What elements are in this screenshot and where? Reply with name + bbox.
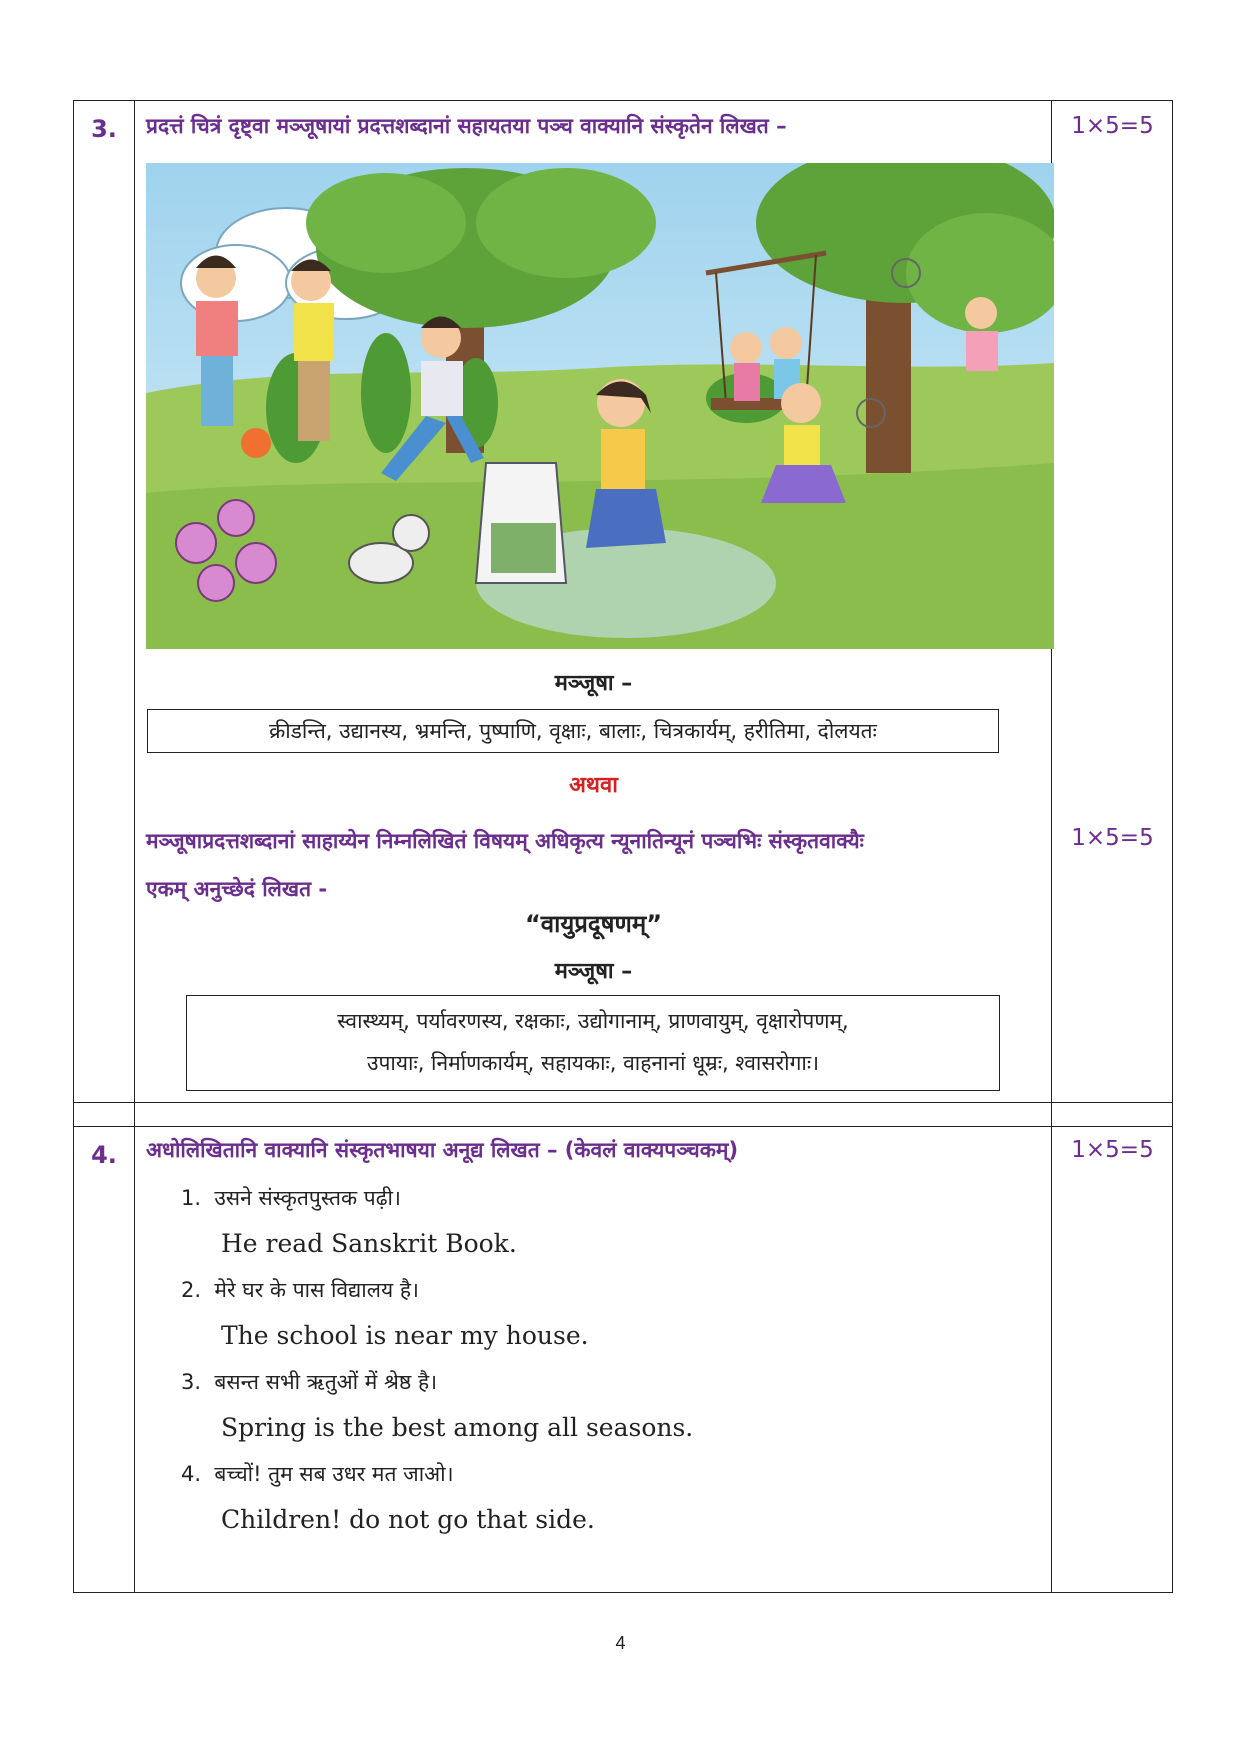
list-item	[181, 1175, 1041, 1267]
manjusha-label: मञ्जूषा –	[554, 671, 633, 696]
alt-manjusha-line-1: स्वास्थ्यम्, पर्यावरणस्य, रक्षकाः, उद्योगानाम्, प्राणवायुम्, वृक्षारोपणम्,	[337, 1009, 849, 1033]
english-sentence: He read Sanskrit Book.	[221, 1229, 517, 1258]
list-item	[181, 1359, 1041, 1451]
alt-instruction-line-2: एकम् अनुच्छेदं लिखत -	[146, 877, 328, 901]
question-4-body	[135, 1127, 1052, 1593]
marks-value: 1×5=5	[1071, 113, 1154, 139]
item-number: 1.	[181, 1186, 202, 1210]
alt-instruction	[146, 817, 1046, 913]
hindi-sentence: मेरे घर के पास विद्यालय है।	[214, 1278, 419, 1302]
marks-column	[1052, 101, 1173, 1103]
alt-manjusha-word-box	[186, 995, 1000, 1091]
hindi-sentence: उसने संस्कृतपुस्तक पढ़ी।	[214, 1186, 401, 1210]
spacer-cell	[135, 1103, 1052, 1127]
page-number: 4	[615, 1633, 626, 1653]
spacer-cell	[74, 1103, 135, 1127]
park-illustration	[146, 163, 1054, 649]
question-instruction: अधोलिखितानि वाक्यानि संस्कृतभाषया अनूद्य लिखत – (केवलं वाक्यपञ्चकम्)	[146, 1138, 739, 1162]
spacer-cell	[1052, 1103, 1173, 1127]
alt-instruction-line-1: मञ्जूषाप्रदत्तशब्दानां साहाय्येन निम्नलिखितं विषयम् अधिकृत्य न्यूनातिन्यूनं पञ्चभिः संस्कृतवाक्यैः	[146, 829, 864, 853]
translation-list	[181, 1175, 1041, 1543]
essay-topic: “वायुप्रदूषणम्”	[524, 910, 662, 938]
item-number: 2.	[181, 1278, 202, 1302]
alt-manjusha-label: मञ्जूषा –	[554, 959, 633, 984]
question-number: 4.	[74, 1127, 135, 1593]
question-3-table	[73, 100, 1173, 1127]
question-number: 3.	[74, 101, 135, 1103]
item-number: 4.	[181, 1462, 202, 1486]
list-item	[181, 1267, 1041, 1359]
hindi-sentence: बसन्त सभी ऋतुओं में श्रेष्ठ है।	[214, 1370, 438, 1394]
hindi-sentence: बच्चों! तुम सब उधर मत जाओ।	[214, 1462, 454, 1486]
question-4-table	[73, 1126, 1173, 1593]
item-number: 3.	[181, 1370, 202, 1394]
manjusha-word-box: क्रीडन्ति, उद्यानस्य, भ्रमन्ति, पुष्पाणि, वृक्षाः, बालाः, चित्रकार्यम्, हरीतिमा, दोलयतः	[147, 709, 999, 753]
english-sentence: Children! do not go that side.	[221, 1505, 595, 1534]
or-label: अथवा	[569, 773, 618, 798]
alt-manjusha-line-2: उपायाः, निर्माणकार्यम्, सहायकाः, वाहनानां धूम्रः, श्वासरोगाः।	[366, 1051, 820, 1075]
english-sentence: Spring is the best among all seasons.	[221, 1413, 694, 1442]
alt-marks-value: 1×5=5	[1071, 825, 1154, 851]
marks-value: 1×5=5	[1071, 1137, 1154, 1163]
list-item	[181, 1451, 1041, 1543]
question-instruction: प्रदत्तं चित्रं दृष्ट्वा मञ्जूषायां प्रदत्तशब्दानां सहायतया पञ्च वाक्यानि संस्कृतेन लिखत –	[146, 114, 787, 138]
english-sentence: The school is near my house.	[221, 1321, 589, 1350]
marks-column	[1052, 1127, 1173, 1593]
question-3-body	[135, 101, 1052, 1103]
